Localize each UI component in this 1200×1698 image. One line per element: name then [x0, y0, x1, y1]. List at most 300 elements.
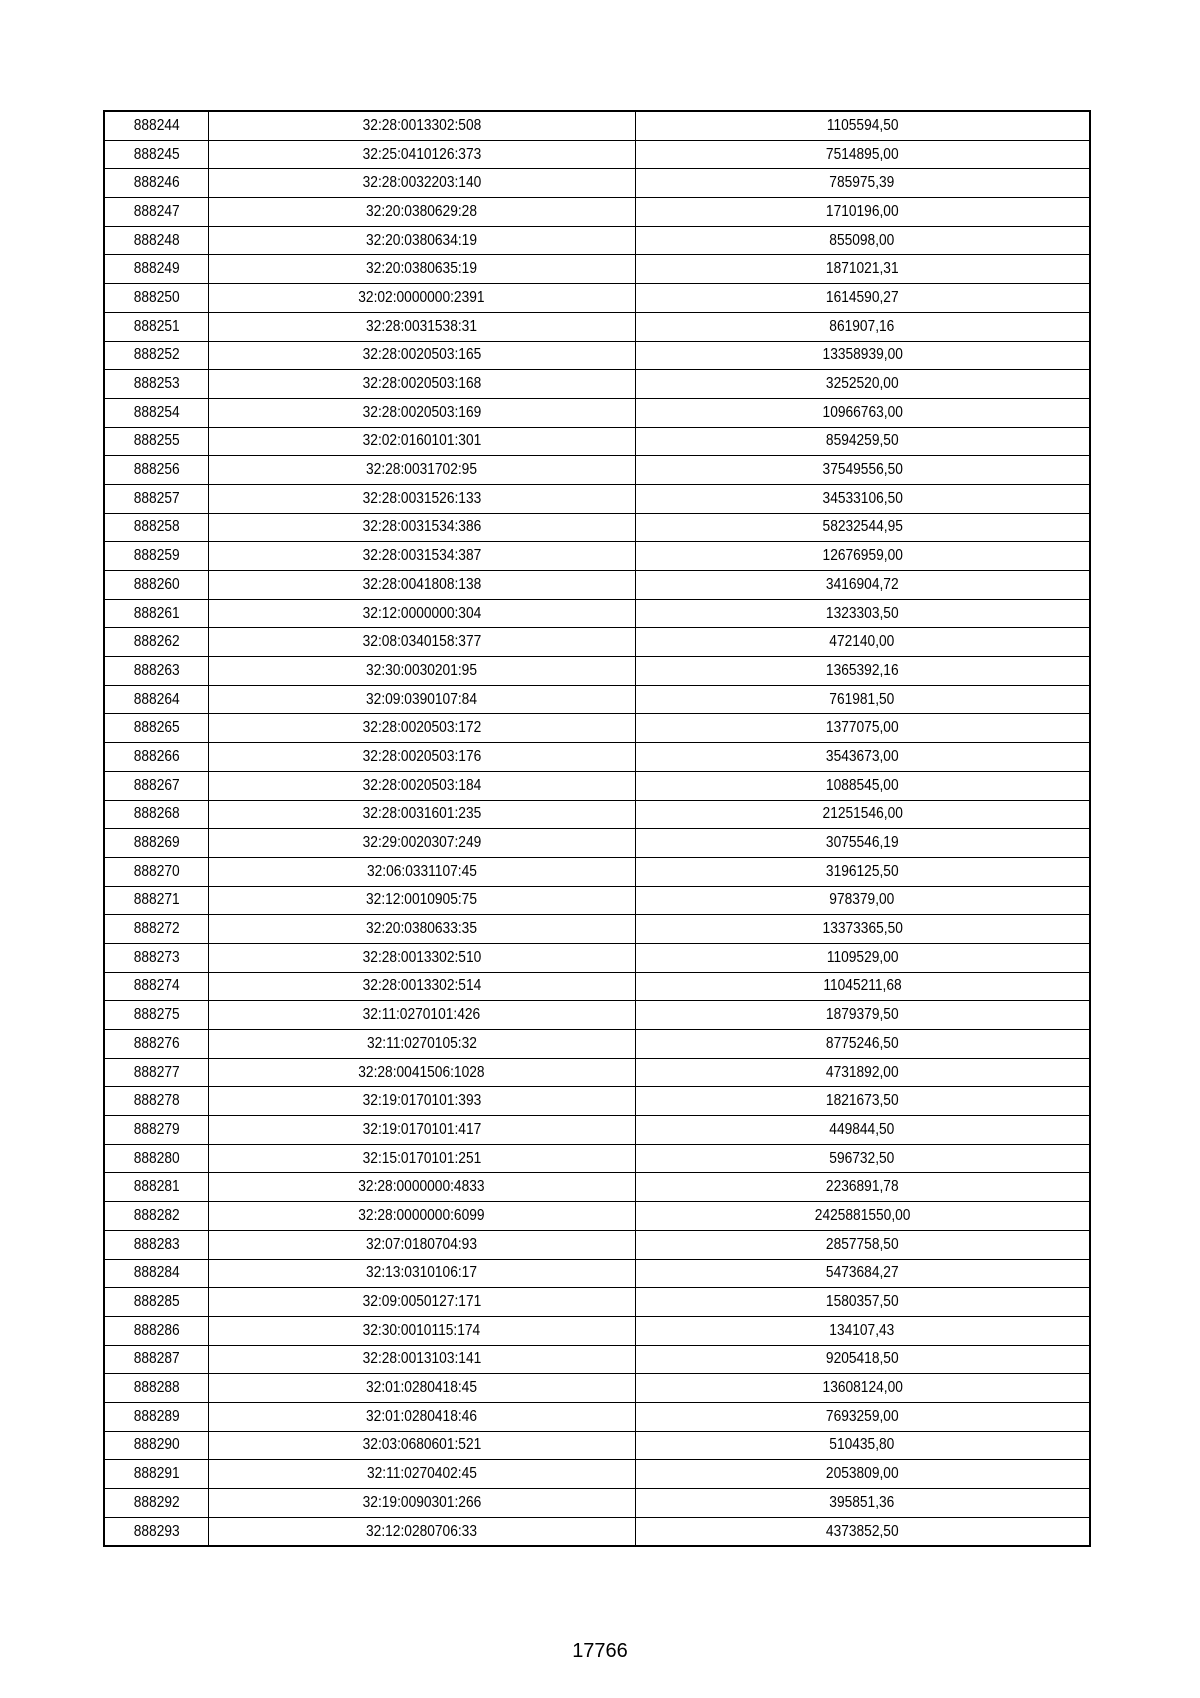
table-row: [104, 542, 1090, 571]
row-number-cell: [104, 886, 208, 915]
cell-text: 32:02:0160101:301: [362, 432, 481, 450]
cell-text: 888274: [133, 977, 180, 995]
cadastral-number-cell: [208, 111, 635, 140]
value-cell: [635, 1087, 1090, 1116]
cell-text: 888256: [133, 461, 180, 479]
cell-text: 888249: [133, 260, 180, 278]
cell-text: 3416904,72: [825, 575, 899, 593]
table-row: [104, 284, 1090, 313]
value-cell: [635, 1460, 1090, 1489]
table-row: [104, 427, 1090, 456]
cadastral-number-cell: [208, 398, 635, 427]
cadastral-number-cell: [208, 255, 635, 284]
row-number-cell: [104, 1087, 208, 1116]
cell-text: 8594259,50: [825, 432, 899, 450]
cadastral-number-cell: [208, 456, 635, 485]
cell-text: 32:28:0020503:176: [362, 747, 481, 765]
cell-text: 5473684,27: [825, 1264, 899, 1282]
data-table: [103, 110, 1091, 1547]
cell-text: 1109529,00: [826, 948, 899, 966]
cell-text: 13358939,00: [822, 346, 903, 364]
cell-text: 32:03:0680601:521: [362, 1436, 481, 1454]
table-row: [104, 1144, 1090, 1173]
cell-text: 1821673,50: [825, 1092, 899, 1110]
cell-text: 888279: [133, 1120, 180, 1138]
table-row: [104, 571, 1090, 600]
cell-text: 1879379,50: [825, 1006, 899, 1024]
table-row: [104, 943, 1090, 972]
row-number-cell: [104, 1058, 208, 1087]
cell-text: 32:28:0020503:169: [362, 403, 481, 421]
cadastral-number-cell: [208, 1316, 635, 1345]
cell-text: 32:28:0031702:95: [366, 461, 477, 479]
cell-text: 888287: [133, 1350, 180, 1368]
cadastral-number-cell: [208, 1001, 635, 1030]
cell-text: 4373852,50: [825, 1522, 899, 1540]
cell-text: 1323303,50: [825, 604, 899, 622]
cadastral-number-cell: [208, 1489, 635, 1518]
cadastral-number-cell: [208, 169, 635, 198]
cell-text: 888265: [133, 719, 180, 737]
cell-text: 888248: [133, 231, 180, 249]
cell-text: 888275: [133, 1006, 180, 1024]
cell-text: 32:20:0380629:28: [366, 202, 477, 220]
cadastral-number-cell: [208, 685, 635, 714]
table-row: [104, 829, 1090, 858]
cadastral-number-cell: [208, 743, 635, 772]
cell-text: 32:28:0031534:386: [362, 518, 481, 536]
cell-text: 1580357,50: [825, 1293, 899, 1311]
cell-text: 1365392,16: [825, 661, 899, 679]
value-cell: [635, 169, 1090, 198]
cell-text: 1710196,00: [825, 202, 899, 220]
value-cell: [635, 1144, 1090, 1173]
table-row: [104, 599, 1090, 628]
table-row: [104, 111, 1090, 140]
cell-text: 32:28:0000000:6099: [358, 1206, 485, 1224]
cadastral-number-cell: [208, 226, 635, 255]
cadastral-number-cell: [208, 484, 635, 513]
cell-text: 32:06:0331107:45: [366, 862, 477, 880]
value-cell: [635, 1030, 1090, 1059]
value-cell: [635, 829, 1090, 858]
cell-text: 785975,39: [829, 174, 895, 192]
row-number-cell: [104, 915, 208, 944]
cell-text: 32:29:0020307:249: [362, 834, 481, 852]
row-number-cell: [104, 1517, 208, 1546]
cell-text: 888273: [133, 948, 180, 966]
cell-text: 12676959,00: [822, 547, 903, 565]
cell-text: 32:28:0013302:514: [362, 977, 481, 995]
cell-text: 1088545,00: [825, 776, 899, 794]
cell-text: 1871021,31: [825, 260, 899, 278]
cadastral-number-cell: [208, 1374, 635, 1403]
value-cell: [635, 1173, 1090, 1202]
value-cell: [635, 1230, 1090, 1259]
cell-text: 3196125,50: [825, 862, 899, 880]
table-row: [104, 1489, 1090, 1518]
row-number-cell: [104, 198, 208, 227]
row-number-cell: [104, 427, 208, 456]
cadastral-number-cell: [208, 771, 635, 800]
value-cell: [635, 456, 1090, 485]
value-cell: [635, 226, 1090, 255]
cell-text: 32:28:0031526:133: [362, 489, 481, 507]
cell-text: 888255: [133, 432, 180, 450]
table-row: [104, 1173, 1090, 1202]
cell-text: 32:11:0270402:45: [366, 1465, 477, 1483]
row-number-cell: [104, 571, 208, 600]
value-cell: [635, 1116, 1090, 1145]
table-row: [104, 1116, 1090, 1145]
cadastral-number-cell: [208, 599, 635, 628]
cell-text: 978379,00: [829, 891, 895, 909]
table-row: [104, 1202, 1090, 1231]
row-number-cell: [104, 714, 208, 743]
cell-text: 888283: [133, 1235, 180, 1253]
cadastral-number-cell: [208, 857, 635, 886]
table-row: [104, 484, 1090, 513]
value-cell: [635, 1058, 1090, 1087]
table-row: [104, 1460, 1090, 1489]
row-number-cell: [104, 456, 208, 485]
value-cell: [635, 1517, 1090, 1546]
cell-text: 888267: [133, 776, 180, 794]
cell-text: 888263: [133, 661, 180, 679]
cell-text: 32:28:0031534:387: [362, 547, 481, 565]
cell-text: 13373365,50: [822, 920, 903, 938]
row-number-cell: [104, 111, 208, 140]
cadastral-number-cell: [208, 198, 635, 227]
table-row: [104, 198, 1090, 227]
cell-text: 3252520,00: [825, 375, 899, 393]
cell-text: 32:28:0032203:140: [362, 174, 481, 192]
value-cell: [635, 140, 1090, 169]
value-cell: [635, 1316, 1090, 1345]
value-cell: [635, 685, 1090, 714]
value-cell: [635, 714, 1090, 743]
cell-text: 888280: [133, 1149, 180, 1167]
cadastral-number-cell: [208, 312, 635, 341]
cell-text: 32:28:0020503:168: [362, 375, 481, 393]
table-row: [104, 1058, 1090, 1087]
value-cell: [635, 484, 1090, 513]
row-number-cell: [104, 398, 208, 427]
cell-text: 32:01:0280418:45: [366, 1379, 477, 1397]
value-cell: [635, 800, 1090, 829]
cell-text: 888264: [133, 690, 180, 708]
table-row: [104, 1345, 1090, 1374]
value-cell: [635, 1402, 1090, 1431]
cell-text: 888266: [133, 747, 180, 765]
row-number-cell: [104, 513, 208, 542]
value-cell: [635, 1001, 1090, 1030]
cell-text: 1614590,27: [825, 288, 899, 306]
cell-text: 888290: [133, 1436, 180, 1454]
cell-text: 888253: [133, 375, 180, 393]
cell-text: 32:28:0013302:508: [362, 116, 481, 134]
cell-text: 32:12:0280706:33: [366, 1522, 477, 1540]
row-number-cell: [104, 255, 208, 284]
cell-text: 32:28:0020503:184: [362, 776, 481, 794]
row-number-cell: [104, 1288, 208, 1317]
row-number-cell: [104, 771, 208, 800]
cell-text: 888293: [133, 1522, 180, 1540]
cell-text: 888271: [133, 891, 180, 909]
cadastral-number-cell: [208, 1030, 635, 1059]
row-number-cell: [104, 169, 208, 198]
table-row: [104, 255, 1090, 284]
cell-text: 449844,50: [829, 1120, 895, 1138]
cell-text: 134107,43: [829, 1321, 895, 1339]
cell-text: 510435,80: [829, 1436, 895, 1454]
cell-text: 4731892,00: [825, 1063, 899, 1081]
cadastral-number-cell: [208, 571, 635, 600]
row-number-cell: [104, 1230, 208, 1259]
cell-text: 32:28:0020503:165: [362, 346, 481, 364]
table-row: [104, 169, 1090, 198]
cell-text: 472140,00: [829, 633, 895, 651]
cell-text: 7514895,00: [825, 145, 899, 163]
row-number-cell: [104, 1144, 208, 1173]
table-row: [104, 1030, 1090, 1059]
table-row: [104, 685, 1090, 714]
value-cell: [635, 198, 1090, 227]
cell-text: 32:30:0030201:95: [366, 661, 477, 679]
cell-text: 888285: [133, 1293, 180, 1311]
cell-text: 888245: [133, 145, 180, 163]
row-number-cell: [104, 284, 208, 313]
cell-text: 32:28:0031538:31: [366, 317, 477, 335]
cell-text: 888286: [133, 1321, 180, 1339]
cadastral-number-cell: [208, 714, 635, 743]
table-row: [104, 800, 1090, 829]
cell-text: 32:12:0010905:75: [366, 891, 477, 909]
row-number-cell: [104, 800, 208, 829]
row-number-cell: [104, 1202, 208, 1231]
cadastral-number-cell: [208, 1259, 635, 1288]
row-number-cell: [104, 1001, 208, 1030]
cell-text: 888270: [133, 862, 180, 880]
cell-text: 888254: [133, 403, 180, 421]
value-cell: [635, 1288, 1090, 1317]
cell-text: 32:20:0380633:35: [366, 920, 477, 938]
cadastral-number-cell: [208, 1230, 635, 1259]
value-cell: [635, 943, 1090, 972]
table-row: [104, 1316, 1090, 1345]
row-number-cell: [104, 370, 208, 399]
table-row: [104, 657, 1090, 686]
value-cell: [635, 370, 1090, 399]
table-body: [104, 111, 1090, 1546]
cell-text: 395851,36: [829, 1493, 895, 1511]
cell-text: 32:28:0020503:172: [362, 719, 481, 737]
cadastral-number-cell: [208, 542, 635, 571]
cell-text: 32:11:0270101:426: [362, 1006, 481, 1024]
cadastral-number-cell: [208, 341, 635, 370]
cell-text: 888261: [133, 604, 180, 622]
table-row: [104, 1259, 1090, 1288]
cell-text: 11045211,68: [823, 977, 902, 995]
cadastral-number-cell: [208, 513, 635, 542]
table-row: [104, 1402, 1090, 1431]
table-row: [104, 398, 1090, 427]
table-row: [104, 312, 1090, 341]
cell-text: 2236891,78: [825, 1178, 899, 1196]
value-cell: [635, 886, 1090, 915]
row-number-cell: [104, 657, 208, 686]
cell-text: 32:20:0380635:19: [366, 260, 477, 278]
cadastral-number-cell: [208, 1460, 635, 1489]
table-row: [104, 1374, 1090, 1403]
page-number: 17766: [572, 1640, 628, 1662]
value-cell: [635, 1202, 1090, 1231]
value-cell: [635, 1489, 1090, 1518]
cell-text: 32:25:0410126:373: [362, 145, 481, 163]
cadastral-number-cell: [208, 284, 635, 313]
cell-text: 888251: [133, 317, 180, 335]
cadastral-number-cell: [208, 657, 635, 686]
cell-text: 596732,50: [829, 1149, 895, 1167]
row-number-cell: [104, 1460, 208, 1489]
value-cell: [635, 599, 1090, 628]
row-number-cell: [104, 226, 208, 255]
cadastral-number-cell: [208, 943, 635, 972]
cell-text: 888276: [133, 1034, 180, 1052]
cell-text: 10966763,00: [822, 403, 903, 421]
row-number-cell: [104, 628, 208, 657]
cadastral-number-cell: [208, 1288, 635, 1317]
cell-text: 8775246,50: [825, 1034, 899, 1052]
cadastral-number-cell: [208, 1116, 635, 1145]
row-number-cell: [104, 1402, 208, 1431]
cell-text: 888289: [133, 1407, 180, 1425]
cell-text: 32:19:0090301:266: [362, 1493, 481, 1511]
value-cell: [635, 657, 1090, 686]
cell-text: 58232544,95: [822, 518, 903, 536]
cell-text: 32:01:0280418:46: [366, 1407, 477, 1425]
value-cell: [635, 743, 1090, 772]
value-cell: [635, 628, 1090, 657]
cell-text: 32:08:0340158:377: [362, 633, 481, 651]
value-cell: [635, 1374, 1090, 1403]
cell-text: 888246: [133, 174, 180, 192]
value-cell: [635, 341, 1090, 370]
cell-text: 32:02:0000000:2391: [358, 288, 485, 306]
value-cell: [635, 1345, 1090, 1374]
row-number-cell: [104, 972, 208, 1001]
value-cell: [635, 513, 1090, 542]
cell-text: 32:30:0010115:174: [362, 1321, 481, 1339]
row-number-cell: [104, 1316, 208, 1345]
value-cell: [635, 427, 1090, 456]
value-cell: [635, 284, 1090, 313]
cadastral-number-cell: [208, 1345, 635, 1374]
cadastral-number-cell: [208, 829, 635, 858]
table-row: [104, 886, 1090, 915]
table-row: [104, 140, 1090, 169]
cell-text: 888272: [133, 920, 180, 938]
table-row: [104, 1001, 1090, 1030]
value-cell: [635, 398, 1090, 427]
cadastral-number-cell: [208, 1058, 635, 1087]
row-number-cell: [104, 542, 208, 571]
row-number-cell: [104, 599, 208, 628]
row-number-cell: [104, 1173, 208, 1202]
cell-text: 888288: [133, 1379, 180, 1397]
cell-text: 888291: [133, 1465, 180, 1483]
cadastral-number-cell: [208, 140, 635, 169]
cell-text: 32:28:0031601:235: [362, 805, 481, 823]
cell-text: 761981,50: [829, 690, 895, 708]
cell-text: 888277: [133, 1063, 180, 1081]
cadastral-number-cell: [208, 1402, 635, 1431]
table-row: [104, 771, 1090, 800]
cell-text: 32:28:0041506:1028: [358, 1063, 485, 1081]
row-number-cell: [104, 943, 208, 972]
cell-text: 888281: [133, 1178, 180, 1196]
cell-text: 861907,16: [829, 317, 895, 335]
row-number-cell: [104, 1345, 208, 1374]
value-cell: [635, 771, 1090, 800]
cell-text: 888260: [133, 575, 180, 593]
cadastral-number-cell: [208, 1431, 635, 1460]
value-cell: [635, 1259, 1090, 1288]
cadastral-number-cell: [208, 800, 635, 829]
cell-text: 3075546,19: [825, 834, 899, 852]
value-cell: [635, 255, 1090, 284]
cadastral-number-cell: [208, 628, 635, 657]
cadastral-number-cell: [208, 1173, 635, 1202]
table-row: [104, 628, 1090, 657]
cell-text: 3543673,00: [825, 747, 899, 765]
cell-text: 1377075,00: [825, 719, 899, 737]
cell-text: 888278: [133, 1092, 180, 1110]
row-number-cell: [104, 1374, 208, 1403]
cadastral-number-cell: [208, 972, 635, 1001]
cell-text: 32:28:0013302:510: [362, 948, 481, 966]
cell-text: 2425881550,00: [814, 1206, 911, 1224]
cell-text: 32:12:0000000:304: [362, 604, 481, 622]
cell-text: 888284: [133, 1264, 180, 1282]
cell-text: 855098,00: [829, 231, 895, 249]
cell-text: 37549556,50: [822, 461, 903, 479]
cell-text: 888247: [133, 202, 180, 220]
table-row: [104, 456, 1090, 485]
cell-text: 32:11:0270105:32: [366, 1034, 477, 1052]
table-row: [104, 714, 1090, 743]
cell-text: 888257: [133, 489, 180, 507]
cell-text: 1105594,50: [826, 116, 899, 134]
cell-text: 32:09:0050127:171: [362, 1293, 481, 1311]
cell-text: 32:09:0390107:84: [366, 690, 477, 708]
value-cell: [635, 857, 1090, 886]
row-number-cell: [104, 1116, 208, 1145]
cell-text: 888292: [133, 1493, 180, 1511]
row-number-cell: [104, 1489, 208, 1518]
cadastral-number-cell: [208, 370, 635, 399]
cell-text: 32:15:0170101:251: [362, 1149, 481, 1167]
cell-text: 9205418,50: [825, 1350, 899, 1368]
cadastral-number-cell: [208, 1087, 635, 1116]
table-row: [104, 226, 1090, 255]
cell-text: 32:28:0013103:141: [362, 1350, 481, 1368]
cell-text: 888250: [133, 288, 180, 306]
row-number-cell: [104, 1259, 208, 1288]
row-number-cell: [104, 857, 208, 886]
value-cell: [635, 1431, 1090, 1460]
cell-text: 32:07:0180704:93: [366, 1235, 477, 1253]
